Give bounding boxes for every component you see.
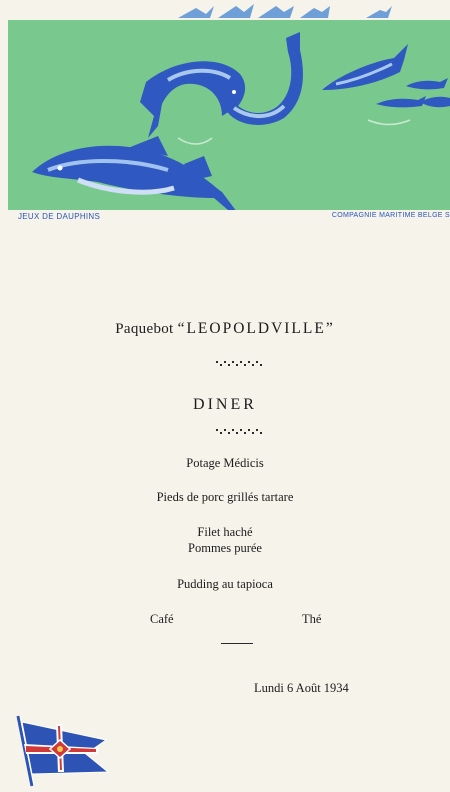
company-caption: COMPAGNIE MARITIME BELGE S [331, 212, 450, 219]
drink-coffee: Café [150, 612, 174, 626]
menu-title: DINER [193, 396, 257, 413]
dolphin-right [322, 44, 408, 90]
menu-item: Filet haché [197, 525, 253, 539]
dolphin-large [32, 136, 240, 210]
dolphin-leaping [140, 61, 245, 138]
menu-date: Lundi 6 Août 1934 [254, 681, 349, 695]
company-pennant-icon [14, 714, 114, 788]
ship-name: “LEOPOLDVILLE” [177, 320, 335, 337]
dolphins-illustration [8, 20, 450, 210]
divider-line [221, 643, 253, 644]
menu-item: Potage Médicis [186, 456, 264, 470]
ship-prefix: Paquebot [115, 321, 174, 337]
ornament-divider-top [214, 358, 264, 368]
drink-tea: Thé [302, 612, 322, 626]
ship-heading [0, 320, 450, 338]
menu-item: Pommes purée [188, 541, 262, 555]
illustration-caption: JEUX DE DAUPHINS [18, 212, 101, 221]
menu-item: Pieds de porc grillés tartare [156, 490, 294, 504]
dolphins-small [376, 78, 450, 107]
ornament-divider-bottom [214, 426, 264, 436]
menu-item: Pudding au tapioca [177, 577, 273, 591]
